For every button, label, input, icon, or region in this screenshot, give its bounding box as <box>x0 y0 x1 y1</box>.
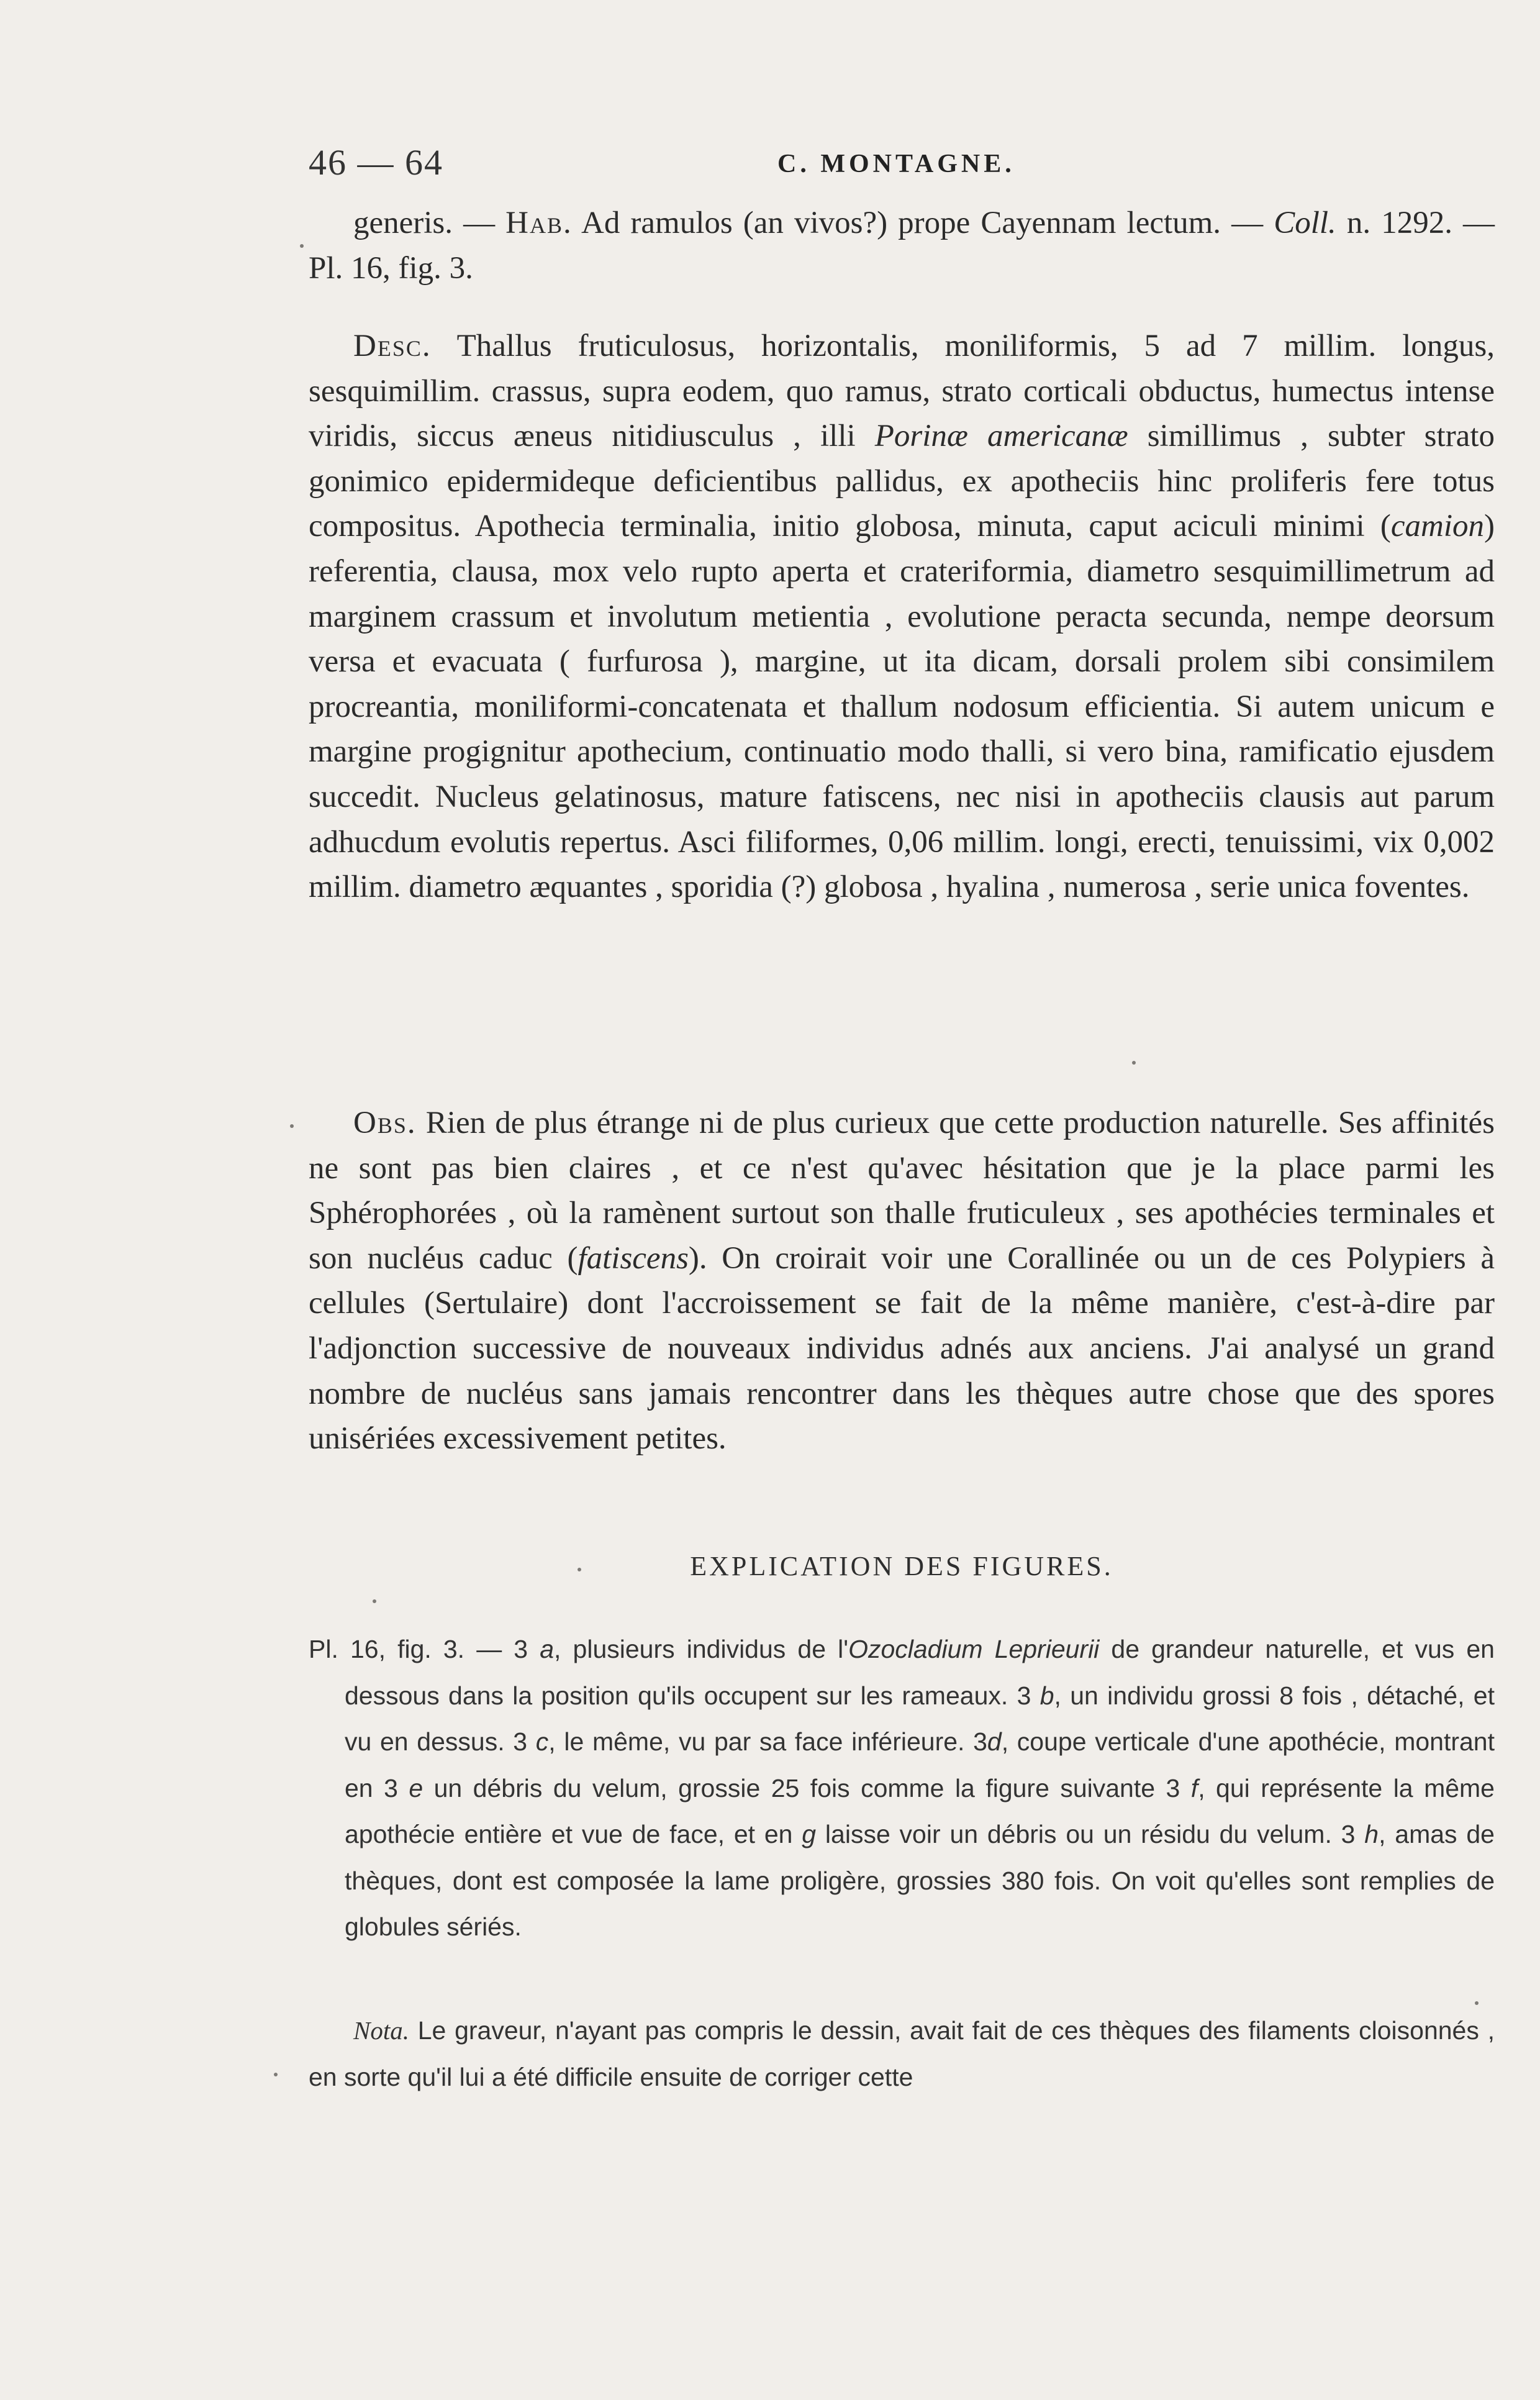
intro-text-2: Ad ramulos (an vivos?) prope Cayennam lectum. — <box>572 206 1274 240</box>
caption-lead: Pl. 16, fig. 3. — 3 <box>309 1635 540 1663</box>
page-header <box>309 142 1470 191</box>
obs-label: Obs. <box>353 1106 417 1140</box>
nota-paragraph <box>309 2007 1495 2100</box>
intro-paragraph <box>309 201 1495 291</box>
desc-text-c: ) referentia, clausa, mox velo rupto aperta et crateriformia, diametro sesquimillimetrum ad marginem crassum et involutum metientia , evolutione peracta secunda, nempe deorsum versa et evacuata ( furfurosa ), margine, ut ita dicam, dorsali prolem sibi consimilem procreantia, moniliformi-concatenata et thallum nodosum efficientia. Si autem unicum e margine progignitur apothecium, continuatio modo thalli, si vero bina, ramificatio ejusdem succedit. Nucleus gelatinosus, mature fatiscens, nec nisi in apotheciis clausis aut parum adhucdum evolutis repertus. Asci filiformes, 0,06 millim. longi, erecti, tenuissimi, vix 0,002 millim. diametro æquantes , sporidia (?) globosa , hyalina , numerosa , serie unica foventes. <box>309 509 1495 905</box>
camion-term: camion <box>1390 509 1485 544</box>
print-speck <box>300 244 304 248</box>
caption-text: , un individu grossi 8 fois , détaché, et vu en dessus. 3 <box>345 1681 1495 1756</box>
desc-text-b: simillimus , subter strato gonimico epidermideque deficientibus pallidus, ex apotheciis hinc proliferis fere totus compositus. Apothecia terminalia, initio globosa, minuta, caput aciculi minimi ( <box>309 419 1495 544</box>
caption-letter: c <box>535 1727 549 1756</box>
section-title: EXPLICATION DES FIGURES. <box>690 1551 1113 1581</box>
genus-name: Ozocladium Leprieurii <box>848 1635 1100 1663</box>
obs-text-b: ). On croirait voir une Corallinée ou un de ces Polypiers à cellules (Sertulaire) dont l'accroissement se fait de la même manière, c'est-à-dire par l'adjonction successive de nouveaux individus adnés aux anciens. J'ai analysé un grand nombre de nucléus sans jamais rencontrer dans les thèques autre chose que des spores unisériées excessivement petites. <box>309 1240 1495 1457</box>
description-paragraph <box>309 324 1495 910</box>
print-speck <box>1132 1061 1136 1065</box>
species-name: Porinæ americanæ <box>874 419 1128 454</box>
nota-text: Le graveur, n'ayant pas compris le dessin, avait fait de ces thèques des filaments cloisonnés , en sorte qu'il lui a été difficile ensuite de corriger cette <box>309 2016 1495 2091</box>
print-speck <box>373 1599 376 1603</box>
coll-label: Coll. <box>1274 206 1336 240</box>
print-speck <box>274 2073 278 2076</box>
caption-letter: f <box>1190 1773 1198 1802</box>
figure-caption <box>309 1626 1495 1950</box>
caption-text: , amas de thèques, dont est composée la lame proligère, grossies 380 fois. On voit qu'elles sont remplies de globules sériés. <box>345 1820 1495 1941</box>
caption-text: , coupe verticale d'une apothécie, montrant en 3 <box>345 1727 1495 1802</box>
page-number: 46 — 64 <box>309 142 443 183</box>
caption-text: de grandeur naturelle, et vus en dessous dans la position qu'ils occupent sur les rameaux. 3 <box>345 1635 1495 1710</box>
caption-letter: a <box>540 1635 555 1663</box>
observation-paragraph <box>309 1101 1495 1461</box>
caption-text: , plusieurs individus de l' <box>554 1635 849 1663</box>
obs-text-a: Rien de plus étrange ni de plus curieux que cette production naturelle. Ses affinités ne sont pas bien claires , et ce n'est qu'avec hésitation que je la place parmi les Sphérophorées , où la ramènent surtout son thalle fruticuleux , ses apothécies terminales et son nucléus caduc ( <box>309 1106 1495 1276</box>
caption-text: un débris du velum, grossie 25 fois comme la figure suivante 3 <box>423 1773 1191 1802</box>
print-speck <box>578 1568 581 1571</box>
caption-letter: g <box>802 1820 817 1848</box>
intro-text-1: generis. — <box>353 206 506 240</box>
print-speck <box>290 1124 294 1128</box>
caption-text: laisse voir un débris ou un résidu du velum. 3 <box>816 1820 1365 1848</box>
caption-text: , qui représente la même apothécie entière et vue de face, et en <box>345 1773 1495 1848</box>
print-speck <box>1475 2001 1479 2005</box>
nota-label: Nota. <box>353 2016 409 2045</box>
hab-label: Hab. <box>505 206 573 240</box>
running-head: C. MONTAGNE. <box>777 150 1015 178</box>
desc-text-a: Thallus fruticulosus, horizontalis, moniliformis, 5 ad 7 millim. longus, sesquimillim. crassus, supra eodem, quo ramus, strato corticali obductus, humectus intense viridis, siccus æneus nitidiusculus , illi <box>309 329 1495 454</box>
fatiscens-term: fatiscens <box>578 1240 689 1276</box>
intro-text-3: n. 1292. — Pl. 16, fig. 3. <box>309 206 1495 286</box>
caption-letter: h <box>1364 1820 1379 1848</box>
caption-letter: d <box>987 1727 1002 1756</box>
desc-label: Desc. <box>353 329 432 363</box>
caption-text: , le même, vu par sa face inférieure. 3 <box>548 1727 987 1756</box>
caption-letter: b <box>1040 1681 1054 1710</box>
caption-letter: e <box>409 1773 424 1802</box>
